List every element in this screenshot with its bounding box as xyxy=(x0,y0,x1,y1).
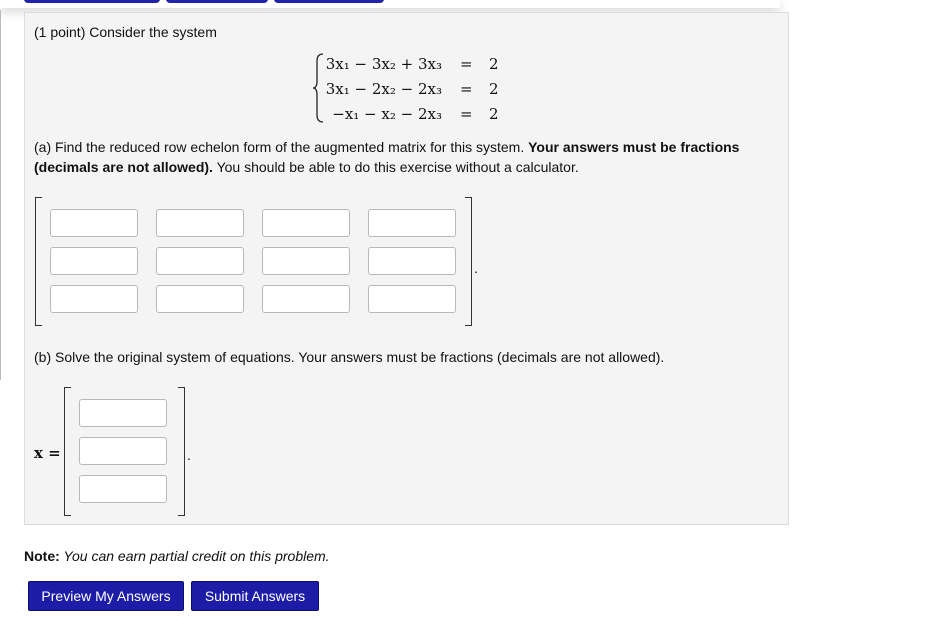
vector-input-1[interactable] xyxy=(79,399,167,427)
top-tab-2[interactable] xyxy=(166,0,268,3)
vector-input-2[interactable] xyxy=(79,437,167,465)
matrix-input-r2c4[interactable] xyxy=(368,247,456,275)
part-a-line-2 xyxy=(34,157,579,177)
matrix-input-r3c4[interactable] xyxy=(368,285,456,313)
matrix-right-bracket xyxy=(465,197,472,326)
equation-1-rhs: 2 xyxy=(489,55,499,73)
equation-3-lhs: −x₁ − x₂ − 2x₃ xyxy=(332,105,442,123)
vector-left-bracket xyxy=(64,387,71,516)
part-a-plain-text: (a) Find the reduced row echelon form of the augmented matrix for this system. xyxy=(34,139,529,155)
equation-1-lhs: 3x₁ − 3x₂ + 3x₃ xyxy=(325,55,442,73)
equation-2-eq: = xyxy=(460,80,473,98)
problem-intro: (1 point) Consider the system xyxy=(34,24,217,40)
vector-period: . xyxy=(187,447,191,463)
matrix-input-r1c2[interactable] xyxy=(156,209,244,237)
matrix-input-r3c2[interactable] xyxy=(156,285,244,313)
note-label: Note: xyxy=(24,548,60,564)
matrix-input-r1c3[interactable] xyxy=(262,209,350,237)
preview-answers-button[interactable]: Preview My Answers xyxy=(28,581,184,611)
vector-right-bracket xyxy=(178,387,185,516)
left-border-line xyxy=(0,10,1,380)
problem-container xyxy=(24,12,789,525)
matrix-left-bracket xyxy=(35,197,42,326)
system-brace xyxy=(312,53,324,123)
equation-2-rhs: 2 xyxy=(489,80,499,98)
equation-3-rhs: 2 xyxy=(489,105,499,123)
matrix-input-r1c1[interactable] xyxy=(50,209,138,237)
vector-input-3[interactable] xyxy=(79,475,167,503)
vector-x-label: x = xyxy=(34,444,61,462)
part-a-line-1 xyxy=(34,137,739,157)
note-line xyxy=(24,546,330,566)
part-b-text: (b) Solve the original system of equations. Your answers must be fractions (decimals are not allowed). xyxy=(34,349,665,365)
note-text: You can earn partial credit on this problem. xyxy=(59,548,330,564)
equation-3-eq: = xyxy=(460,105,473,123)
equation-2-lhs: 3x₁ − 2x₂ − 2x₃ xyxy=(325,80,442,98)
matrix-period: . xyxy=(474,260,478,276)
equation-1-eq: = xyxy=(460,55,473,73)
matrix-input-r2c1[interactable] xyxy=(50,247,138,275)
matrix-input-r2c3[interactable] xyxy=(262,247,350,275)
matrix-input-r1c4[interactable] xyxy=(368,209,456,237)
matrix-input-r3c1[interactable] xyxy=(50,285,138,313)
top-tab-1[interactable] xyxy=(24,0,160,3)
part-a-bold-text-2: (decimals are not allowed). xyxy=(34,159,213,175)
matrix-input-r3c3[interactable] xyxy=(262,285,350,313)
submit-answers-button[interactable]: Submit Answers xyxy=(191,581,319,611)
part-a-plain-text-2: You should be able to do this exercise without a calculator. xyxy=(212,159,579,175)
matrix-input-r2c2[interactable] xyxy=(156,247,244,275)
top-tab-3[interactable] xyxy=(274,0,384,3)
part-a-bold-text: Your answers must be fractions xyxy=(528,139,740,155)
